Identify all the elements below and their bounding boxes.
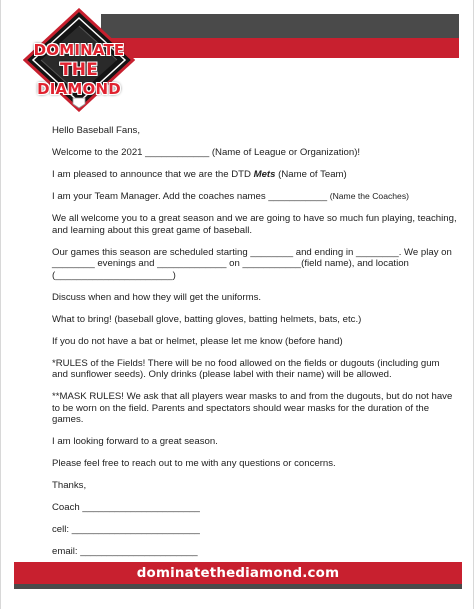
manager-note: (Name the Coaches) [329,190,409,201]
team-post: (Name of Team) [275,168,347,180]
footer-url[interactable]: dominatethediamond.com [136,565,340,581]
mask-rules-paragraph: **MASK RULES! We ask that all players wear masks to and from the dugouts, but do not have to be worn on the field. Parents and spectators should wear masks for the duration of the games. [52,391,453,426]
dominate-the-diamond-logo [23,8,135,112]
header-bar-dark [101,14,459,38]
header-bar-red [101,38,459,58]
manager-main: I am your Team Manager. Add the coaches names ___________ [52,190,330,202]
greeting: Hello Baseball Fans, [52,125,140,136]
uniforms-line: Discuss when and how they will get the uniforms. [52,291,262,303]
footer-bar [14,562,462,589]
bring-line: What to bring! (baseball glove, batting gloves, batting helmets, bats, etc.) [52,313,362,325]
letter-body [52,125,457,568]
logo-line-1: DOMINATE [33,41,125,59]
welcome-all-paragraph: We all welcome you to a great season and we are going to have so much fun playing, teaching, and learning about this great game of baseball. [52,212,457,236]
logo-line-3: DIAMOND [37,80,121,98]
schedule-paragraph: Our games this season are scheduled starting ________ and ending in ________. We play on ________ evenings and _____________ on ___________(field name), and location (______________________) [52,246,452,281]
rules-paragraph: *RULES of the Fields! There will be no food allowed on the fields or dugouts (including gum and sunflower seeds). Only drinks (please label with their name) will be allowed. [52,357,440,381]
manager-line [52,191,457,203]
questions-line: Please feel free to reach out to me with any questions or concerns. [52,458,336,470]
thanks-line: Thanks, [52,480,87,492]
email-line: email: ______________________ [52,546,198,558]
cell-line: cell: ________________________ [52,524,200,536]
team-announcement [52,169,457,181]
team-name: Mets [253,168,276,180]
welcome-line: Welcome to the 2021 ____________ (Name of League or Organization)! [52,146,361,158]
looking-forward-line: I am looking forward to a great season. [52,436,218,448]
logo-line-2: THE [59,60,99,80]
no-bat-line: If you do not have a bat or helmet, please let me know (before hand) [52,335,343,347]
coach-line: Coach ______________________ [52,502,200,514]
team-pre: I am pleased to announce that we are the DTD [52,168,254,180]
